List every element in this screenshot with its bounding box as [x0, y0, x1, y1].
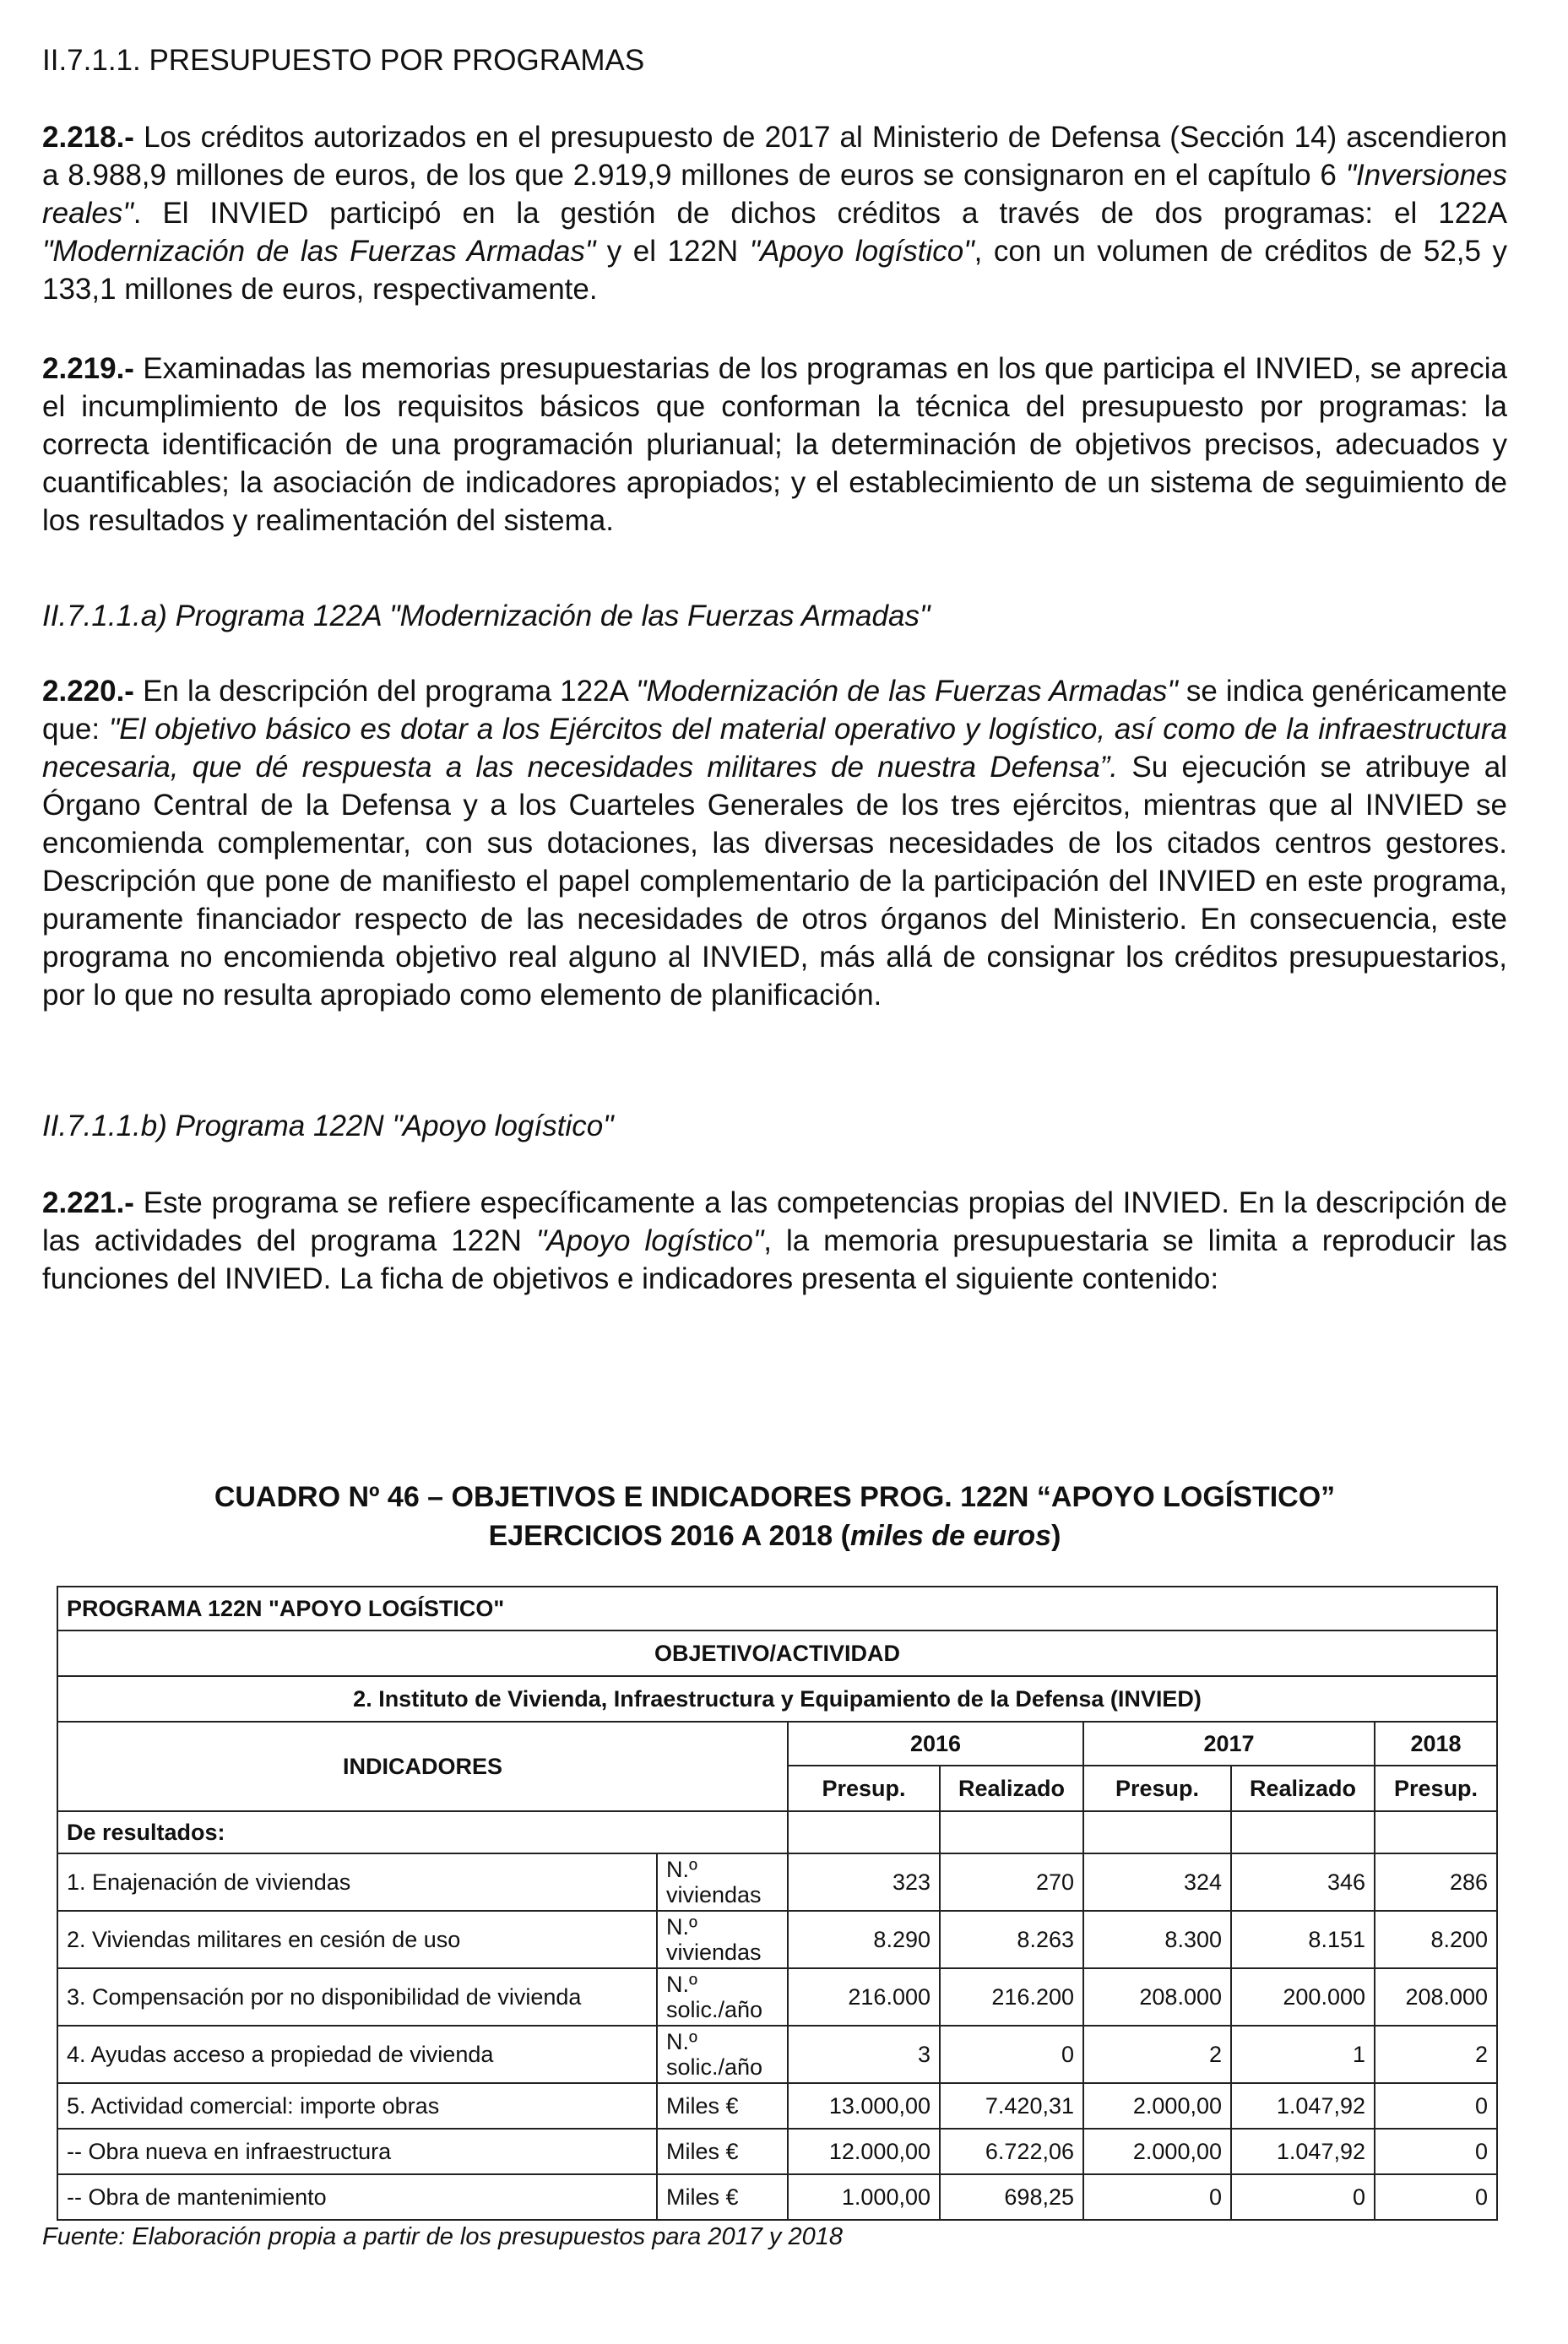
paragraph-number: 2.220.- — [42, 675, 134, 708]
indicator-label: 3. Compensación por no disponibilidad de vivienda — [57, 1968, 657, 2026]
indicator-label: 2. Viviendas militares en cesión de uso — [57, 1911, 657, 1968]
paragraph-italic: "Apoyo logístico" — [535, 1224, 764, 1257]
table-title-line-1: CUADRO Nº 46 – OBJETIVOS E INDICADORES PROG. 122N “APOYO LOGÍSTICO” — [214, 1481, 1336, 1513]
program-header: PROGRAMA 122N "APOYO LOGÍSTICO" — [57, 1587, 1497, 1630]
value-cell: 0 — [1231, 2174, 1375, 2220]
paragraph-text: Examinadas las memorias presupuestarias de los programas en los que participa el INVIED, se aprecia el incumplimiento de los requisitos básicos que conforman la técnica del presupuesto por programas: la correcta identificación de una programación plurianual; la determinación de objetivos precisos, adecuados y cuantificables; la asociación de indicadores apropiados; y el establecimiento de un sistema de seguimiento de los resultados y realimentación del sistema. — [42, 352, 1507, 537]
value-cell: 1.047,92 — [1231, 2129, 1375, 2174]
subheader-presup: Presup. — [788, 1766, 940, 1811]
year-header-2017: 2017 — [1083, 1722, 1375, 1766]
subheader-presup: Presup. — [1083, 1766, 1231, 1811]
subheader-realizado: Realizado — [940, 1766, 1083, 1811]
table-cell — [1375, 1811, 1497, 1853]
table-cell — [940, 1811, 1083, 1853]
value-cell: 13.000,00 — [788, 2083, 940, 2129]
table-row — [57, 1811, 1497, 1853]
value-cell: 2 — [1083, 2026, 1231, 2083]
paragraph-text: Su ejecución se atribuye al Órgano Central de la Defensa y a los Cuarteles Generales de los tres ejércitos, mientras que al INVIED se encomienda complementar, con sus dotaciones, las diversas necesidades de los citados centros gestores. Descripción que pone de manifiesto el papel complementario de la participación del INVIED en este programa, puramente financiador respecto de las necesidades de otros órganos del Ministerio. En consecuencia, este programa no encomienda objetivo real alguno al INVIED, más allá de consignar los créditos presupuestarios, por lo que no resulta apropiado como elemento de planificación. — [42, 751, 1507, 1012]
subheading-122a: II.7.1.1.a) Programa 122A "Modernización de las Fuerzas Armadas" — [42, 600, 930, 632]
paragraph-2-218 — [42, 118, 1507, 308]
table-row — [57, 2026, 1497, 2083]
table-row — [57, 2174, 1497, 2220]
paragraph-2-220 — [42, 672, 1507, 1014]
value-cell: 2.000,00 — [1083, 2129, 1231, 2174]
table-row — [57, 1676, 1497, 1722]
table-title-italic: miles de euros — [849, 1520, 1052, 1552]
value-cell: 216.000 — [788, 1968, 940, 2026]
indicator-unit: Miles € — [657, 2174, 788, 2220]
value-cell: 1 — [1231, 2026, 1375, 2083]
value-cell: 0 — [1375, 2083, 1497, 2129]
value-cell: 286 — [1375, 1853, 1497, 1911]
value-cell: 270 — [940, 1853, 1083, 1911]
value-cell: 8.300 — [1083, 1911, 1231, 1968]
paragraph-number: 2.221.- — [42, 1186, 134, 1219]
paragraph-text: , la memoria presupuestaria se limita a reproducir las funciones del INVIED. La ficha de objetivos e indicadores presenta el siguiente contenido: — [42, 1224, 1508, 1295]
paragraph-text: Este programa se refiere específicamente a las competencias propias del INVIED. En la descripción de las actividades del programa 122N — [42, 1186, 1507, 1257]
paragraph-italic: "Inversiones reales" — [42, 159, 1507, 230]
indicators-table-wrapper — [57, 1586, 1496, 2221]
subheading-122n: II.7.1.1.b) Programa 122N "Apoyo logístico" — [42, 1110, 614, 1142]
indicator-unit: Miles € — [657, 2129, 788, 2174]
table-row — [57, 2129, 1497, 2174]
year-header-2018: 2018 — [1375, 1722, 1497, 1766]
value-cell: 8.200 — [1375, 1911, 1497, 1968]
value-cell: 208.000 — [1083, 1968, 1231, 2026]
value-cell: 7.420,31 — [940, 2083, 1083, 2129]
paragraph-italic: "Apoyo logístico" — [749, 235, 974, 268]
paragraph-text: , con un volumen de créditos de 52,5 y 133,1 millones de euros, respectivamente. — [42, 235, 1507, 306]
indicator-unit: N.º solic./año — [657, 2026, 788, 2083]
paragraph-text: . El INVIED participó en la gestión de dichos créditos a través de dos programas: el 122A — [133, 197, 1507, 230]
value-cell: 346 — [1231, 1853, 1375, 1911]
year-header-2016: 2016 — [788, 1722, 1083, 1766]
indicator-unit: N.º viviendas — [657, 1853, 788, 1911]
value-cell: 216.200 — [940, 1968, 1083, 2026]
table-cell — [788, 1811, 940, 1853]
indicator-label: -- Obra de mantenimiento — [57, 2174, 657, 2220]
value-cell: 0 — [1375, 2174, 1497, 2220]
paragraph-text: Los créditos autorizados en el presupuesto de 2017 al Ministerio de Defensa (Sección 14) ascendieron a 8.988,9 millones de euros, de los que 2.919,9 millones de euros se consignaron en el capítulo 6 — [42, 121, 1507, 192]
indicator-unit: N.º viviendas — [657, 1911, 788, 1968]
value-cell: 200.000 — [1231, 1968, 1375, 2026]
value-cell: 8.151 — [1231, 1911, 1375, 1968]
indicator-unit: N.º solic./año — [657, 1968, 788, 2026]
table-row — [57, 1630, 1497, 1676]
value-cell: 698,25 — [940, 2174, 1083, 2220]
value-cell: 8.290 — [788, 1911, 940, 1968]
value-cell: 1.000,00 — [788, 2174, 940, 2220]
value-cell: 8.263 — [940, 1911, 1083, 1968]
table-row — [57, 1587, 1497, 1630]
paragraph-number: 2.218.- — [42, 121, 134, 154]
table-row — [57, 1853, 1497, 1911]
subheader-presup: Presup. — [1375, 1766, 1497, 1811]
paragraph-text: En la descripción del programa 122A — [133, 675, 637, 708]
value-cell: 12.000,00 — [788, 2129, 940, 2174]
objective-header: OBJETIVO/ACTIVIDAD — [57, 1630, 1497, 1676]
value-cell: 6.722,06 — [940, 2129, 1083, 2174]
paragraph-number: 2.219.- — [42, 352, 134, 385]
value-cell: 0 — [1083, 2174, 1231, 2220]
paragraph-text: y el 122N — [595, 235, 750, 268]
indicator-unit: Miles € — [657, 2083, 788, 2129]
paragraph-italic: "Modernización de las Fuerzas Armadas" — [42, 235, 596, 268]
indicator-label: 1. Enajenación de viviendas — [57, 1853, 657, 1911]
value-cell: 0 — [940, 2026, 1083, 2083]
paragraph-italic: "Modernización de las Fuerzas Armadas" — [636, 675, 1178, 708]
paragraph-italic: "El objetivo básico es dotar a los Ejércitos del material operativo y logístico, así como de la infraestructura necesaria, que dé respuesta a las necesidades militares de nuestra Defensa”. — [42, 713, 1507, 784]
paragraph-2-219 — [42, 350, 1507, 540]
table-title-text: ) — [1051, 1520, 1061, 1552]
indicators-header: INDICADORES — [57, 1722, 788, 1811]
indicator-label: 5. Actividad comercial: importe obras — [57, 2083, 657, 2129]
table-row — [57, 2083, 1497, 2129]
table-title-text: EJERCICIOS 2016 A 2018 ( — [488, 1520, 850, 1552]
value-cell: 2 — [1375, 2026, 1497, 2083]
table-cell — [1083, 1811, 1231, 1853]
table-cell — [1231, 1811, 1375, 1853]
subheader-realizado: Realizado — [1231, 1766, 1375, 1811]
paragraph-2-221 — [42, 1184, 1507, 1298]
value-cell: 3 — [788, 2026, 940, 2083]
value-cell: 2.000,00 — [1083, 2083, 1231, 2129]
indicators-table — [57, 1586, 1498, 2221]
table-row — [57, 1968, 1497, 2026]
value-cell: 1.047,92 — [1231, 2083, 1375, 2129]
table-row — [57, 1911, 1497, 1968]
objective-name: 2. Instituto de Vivienda, Infraestructura y Equipamiento de la Defensa (INVIED) — [57, 1676, 1497, 1722]
table-source-note: Fuente: Elaboración propia a partir de los presupuestos para 2017 y 2018 — [42, 2223, 843, 2250]
section-label: De resultados: — [57, 1811, 788, 1853]
value-cell: 208.000 — [1375, 1968, 1497, 2026]
section-heading: II.7.1.1. PRESUPUESTO POR PROGRAMAS — [42, 44, 645, 77]
value-cell: 0 — [1375, 2129, 1497, 2174]
indicator-label: -- Obra nueva en infraestructura — [57, 2129, 657, 2174]
value-cell: 323 — [788, 1853, 940, 1911]
value-cell: 324 — [1083, 1853, 1231, 1911]
table-title-line-2 — [42, 1517, 1507, 1555]
paragraph-text: se indica genéricamente que: — [42, 675, 1507, 746]
indicator-label: 4. Ayudas acceso a propiedad de vivienda — [57, 2026, 657, 2083]
table-row — [57, 1722, 1497, 1766]
